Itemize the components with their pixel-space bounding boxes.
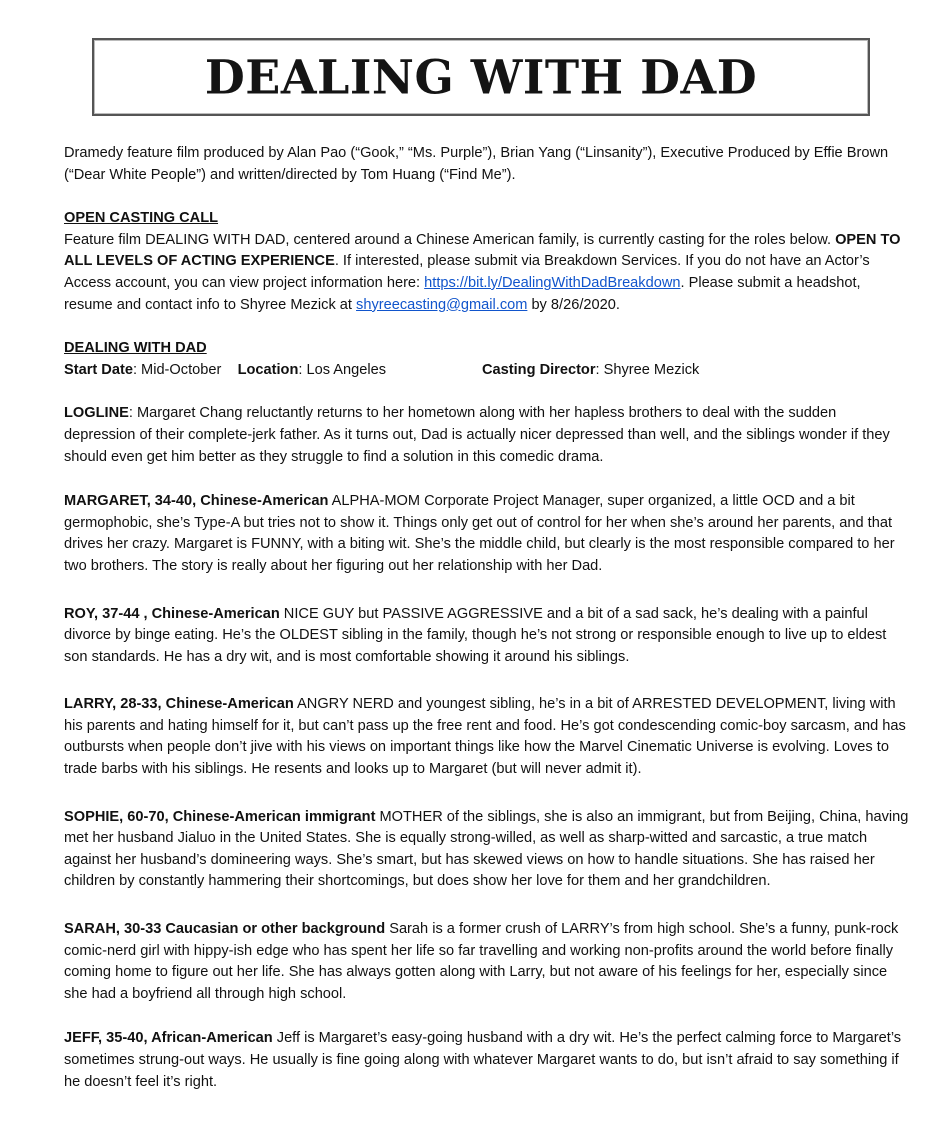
casting-call-paragraph [64, 230, 910, 316]
role-jeff [64, 1028, 910, 1093]
role-heading: ROY, 37-44 , Chinese-American [64, 605, 280, 622]
document-body [64, 143, 910, 1093]
location: Location: Los Angeles [237, 361, 387, 378]
logline-label: LOGLINE [64, 405, 129, 422]
role-heading: SOPHIE, 60-70, Chinese-American immigrant [64, 808, 376, 825]
breakdown-link[interactable]: https://bit.ly/DealingWithDadBreakdown [424, 274, 681, 291]
role-description: Jeff is Margaret’s easy-going husband with a dry wit. He’s the perfect calming force to Margaret’s sometimes strung-out ways. He usually is fine going along with whatever Margaret wants to do, but isn’t afraid to say something if he doesn’t feel it’s right. [64, 1030, 902, 1090]
role-description: ALPHA-MOM Corporate Project Manager, super organized, a little OCD and a bit germophobic, she’s Type-A but tries not to show it. Things only get out of control for her when she’s around her parents, and that drives her crazy. Margaret is FUNNY, with a biting wit. She’s the middle child, but clearly is the most responsible compared to her two brothers. The story is really about her figuring out her relationship with her Dad. [64, 493, 895, 574]
role-sarah [64, 919, 910, 1005]
logline-paragraph [64, 403, 910, 468]
title-box [92, 38, 870, 116]
role-description: Sarah is a former crush of LARRY’s from high school. She’s a funny, punk-rock comic-nerd girl with hippy-ish edge who has spent her life so far travelling and working non-profits around the world before finally coming home to figure out her life. She has always gotten along with Larry, but not aware of his feelings for her, especially since she had a boyfriend all through high school. [64, 921, 899, 1002]
role-roy [64, 604, 910, 669]
role-larry [64, 694, 910, 780]
role-description: ANGRY NERD and youngest sibling, he’s in a bit of ARRESTED DEVELOPMENT, living with his parents and hating himself for it, but can’t pass up the free rent and food. He’s got condescending comic-boy sarcasm, and has outbursts when people don’t jive with his views on important things like how the Marvel Cinematic Universe is evolving. Loves to trade barbs with his siblings. He resents and looks up to Margaret (but will never admit it). [64, 696, 906, 778]
role-description: NICE GUY but PASSIVE AGGRESSIVE and a bit of a sad sack, he’s dealing with a painful divorce by binge eating. He’s the OLDEST sibling in the family, though he’s not strong or responsible enough to live up to eldest son standards. He has a dry wit, and is most comfortable showing it around his siblings. [64, 605, 887, 665]
casting-call-text-3: . Please submit a headshot, resume and contact info to Shyree Mezick at [64, 274, 861, 313]
casting-call-text-2: . If interested, please submit via Breakdown Services. If you do not have an Actor’s Access account, you can view project information here: [64, 253, 870, 291]
project-meta-row [64, 360, 910, 382]
casting-call-text-4: by 8/26/2020. [527, 296, 620, 313]
casting-call-heading: OPEN CASTING CALL [64, 210, 219, 227]
role-sophie [64, 807, 910, 893]
email-link[interactable]: shyreecasting@gmail.com [356, 296, 528, 313]
role-margaret [64, 491, 910, 577]
role-heading: JEFF, 35-40, African-American [64, 1030, 273, 1047]
casting-director: Casting Director: Shyree Mezick [482, 361, 700, 378]
role-heading: MARGARET, 34-40, Chinese-American [64, 493, 329, 510]
casting-call-open-note: OPEN TO ALL LEVELS OF ACTING EXPERIENCE [64, 231, 901, 270]
logline-text: : Margaret Chang reluctantly returns to her hometown along with her hapless brothers to deal with the sudden depression of their complete-jerk father. As it turns out, Dad is actually nicer depressed than well, and the siblings wonder if they should even get him better as they struggle to find a solution in this comedic drama. [64, 405, 890, 465]
role-heading: LARRY, 28-33, Chinese-American [64, 696, 294, 713]
project-heading: DEALING WITH DAD [64, 340, 207, 357]
role-description: MOTHER of the siblings, she is also an immigrant, but from Beijing, China, having met her husband Jialuo in the United States. She is equally strong-willed, as well as sharp-witted and sarcastic, a true match against her husband’s domineering ways. She’s smart, but has skewed views on how to handle situations. She has raised her children by constantly hammering their shortcomings, but does show her love for them and her grandchildren. [64, 808, 909, 890]
intro-paragraph: Dramedy feature film produced by Alan Pao (“Gook,” “Ms. Purple”), Brian Yang (“Linsanity”), Executive Produced by Effie Brown (“Dear White People”) and written/directed by Tom Huang (“Find Me”). [64, 145, 889, 183]
casting-call-text-1: Feature film DEALING WITH DAD, centered around a Chinese American family, is currently casting for the roles below. [64, 231, 836, 248]
role-heading: SARAH, 30-33 Caucasian or other background [64, 921, 386, 938]
start-date: Start Date: Mid-October [64, 361, 222, 378]
document-title: DEALING WITH DAD [204, 49, 758, 105]
